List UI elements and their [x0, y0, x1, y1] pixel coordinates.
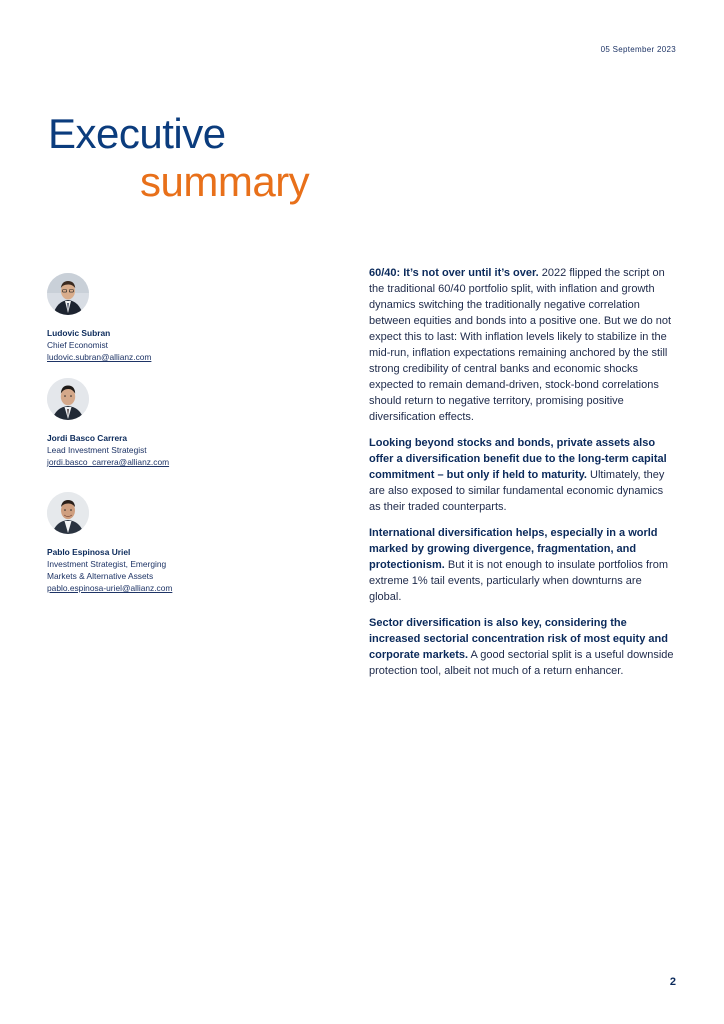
paragraph-4-lead: Sector diversification is also key, considering the increased sectorial concentration risk of most equity and corporate markets.: [369, 617, 668, 661]
paragraph-1-lead: 60/40: It’s not over until it’s over.: [369, 267, 539, 279]
author-role-1: Chief Economist: [47, 340, 108, 350]
page-title-line2: summary: [140, 158, 310, 205]
author-photo-1: [47, 273, 89, 315]
author-card-2: [47, 378, 217, 468]
paragraph-4-text: A good sectorial split is a useful downside protection tool, albeit not much of a return enhancer.: [369, 649, 674, 677]
author-email-link-1[interactable]: ludovic.subran@allianz.com: [47, 352, 152, 362]
paragraph-1-text: 2022 flipped the script on the traditional 60/40 portfolio split, with inflation and growth dynamics switching the traditionally negative correlation between equities and bonds into a positive one. But we do not expect this to last: With inflation levels likely to stabilize in the mid-run, inflation expectations remaining anchored by the still strong credibility of central banks and economic shocks expected to remain demand-driven, stock-bond correlations should return to negative territory, promising positive diversification effects.: [369, 267, 672, 423]
author-role-3-line1: Investment Strategist, Emerging: [47, 559, 167, 569]
author-card-3: [47, 492, 217, 594]
author-name-2: Jordi Basco Carrera: [47, 433, 128, 443]
page-title-line1: Executive: [48, 110, 226, 157]
author-email-link-3[interactable]: pablo.espinosa-uriel@allianz.com: [47, 583, 173, 593]
author-card-1: [47, 273, 217, 363]
paragraph-2-lead: Looking beyond stocks and bonds, private assets also offer a diversification benefit due to the long-term capital commitment – but only if held to maturity.: [369, 437, 667, 481]
author-photo-3: [47, 492, 89, 534]
paragraph-3: [369, 525, 675, 605]
author-role-3-line2: Markets & Alternative Assets: [47, 571, 154, 581]
author-photo-2: [47, 378, 89, 420]
page-number: 2: [669, 976, 676, 988]
paragraph-2-text: Ultimately, they are also exposed to similar fundamental economic dynamics as their traded counterparts.: [369, 469, 665, 513]
paragraph-3-lead: International diversification helps, especially in a world marked by growing divergence, fragmentation, and protectionism.: [369, 527, 658, 571]
summary-body: [369, 265, 675, 689]
paragraph-3-text: But it is not enough to insulate portfolios from extreme 1% tail events, particularly when downturns are global.: [369, 559, 668, 603]
author-role-2: Lead Investment Strategist: [47, 445, 147, 455]
paragraph-1: [369, 265, 675, 425]
author-name-1: Ludovic Subran: [47, 328, 111, 338]
report-date: 05 September 2023: [600, 45, 676, 54]
paragraph-4: [369, 615, 675, 679]
author-email-link-2[interactable]: jordi.basco_carrera@allianz.com: [47, 457, 170, 467]
paragraph-2: [369, 435, 675, 515]
author-name-3: Pablo Espinosa Uriel: [47, 547, 131, 557]
